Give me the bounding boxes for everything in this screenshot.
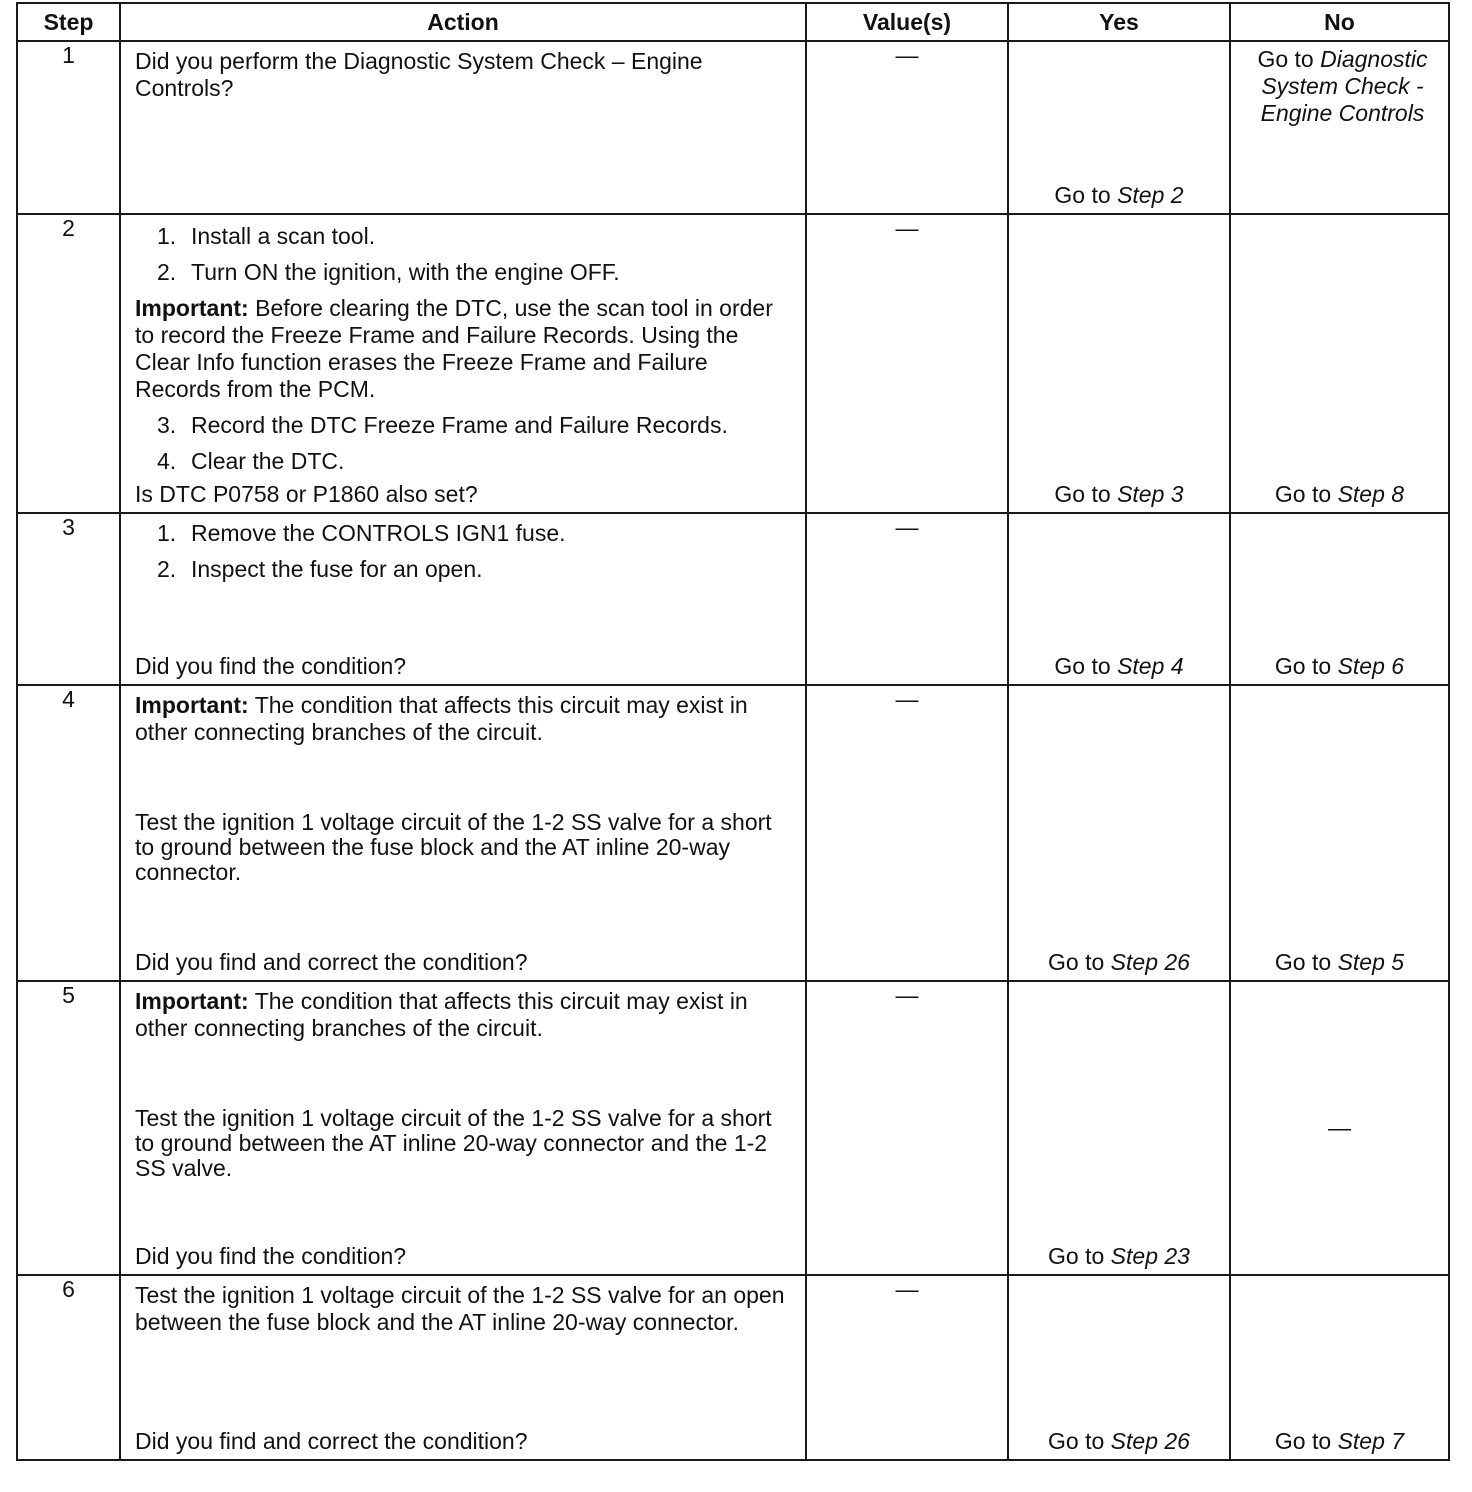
no-value: — <box>1328 1114 1351 1141</box>
yes-goto[interactable]: Go to Step 26 <box>1048 949 1190 975</box>
header-step: Step <box>17 3 120 41</box>
table-row <box>17 513 1449 685</box>
yes-cell <box>1008 214 1230 513</box>
step-number: 3 <box>17 513 120 685</box>
table-row <box>17 41 1449 214</box>
list-item: 2. Inspect the fuse for an open. <box>157 556 483 582</box>
header-action: Action <box>120 3 806 41</box>
step-number: 6 <box>17 1275 120 1460</box>
important-note: Important: Before clearing the DTC, use the scan tool in order to record the Freeze Frame and Failure Records. Using the Clear Info function erases the Freeze Frame and Failure Records from the PCM. <box>135 295 773 402</box>
no-cell <box>1230 981 1449 1275</box>
no-goto[interactable]: Go to Diagnostic System Check - Engine Controls <box>1257 46 1428 126</box>
table-row <box>17 981 1449 1275</box>
value-cell: — <box>806 981 1008 1275</box>
no-goto[interactable]: Go to Step 7 <box>1274 1428 1405 1454</box>
question-text: Is DTC P0758 or P1860 also set? <box>135 481 478 507</box>
no-cell <box>1230 1275 1449 1460</box>
yes-goto[interactable]: Go to Step 3 <box>1054 481 1184 507</box>
list-item: 2. Turn ON the ignition, with the engine OFF. <box>157 259 620 285</box>
table-row <box>17 214 1449 513</box>
yes-cell <box>1008 1275 1230 1460</box>
list-item: 1. Remove the CONTROLS IGN1 fuse. <box>157 520 566 546</box>
action-cell <box>120 41 806 214</box>
step-number: 5 <box>17 981 120 1275</box>
action-cell <box>120 981 806 1275</box>
header-row <box>17 3 1449 41</box>
table-row <box>17 685 1449 981</box>
yes-cell <box>1008 685 1230 981</box>
step-number: 2 <box>17 214 120 513</box>
value-cell: — <box>806 1275 1008 1460</box>
header-yes: Yes <box>1008 3 1230 41</box>
action-cell <box>120 685 806 981</box>
list-item: 3. Record the DTC Freeze Frame and Failure Records. <box>157 412 728 438</box>
list-item: 1. Install a scan tool. <box>157 223 376 249</box>
yes-cell <box>1008 981 1230 1275</box>
yes-goto[interactable]: Go to Step 23 <box>1048 1243 1190 1269</box>
no-cell <box>1230 513 1449 685</box>
test-instruction: Test the ignition 1 voltage circuit of the 1-2 SS valve for a short to ground between the AT inline 20-way connector and the 1-2 SS valve. <box>135 1105 772 1181</box>
no-cell <box>1230 685 1449 981</box>
value-cell: — <box>806 513 1008 685</box>
yes-goto[interactable]: Go to Step 26 <box>1048 1428 1190 1454</box>
important-note: Important: The condition that affects this circuit may exist in other connecting branches of the circuit. <box>135 988 748 1041</box>
question-text: Did you find the condition? <box>135 1243 407 1269</box>
yes-goto[interactable]: Go to Step 4 <box>1054 653 1184 679</box>
no-goto[interactable]: Go to Step 8 <box>1274 481 1405 507</box>
test-instruction: Test the ignition 1 voltage circuit of the 1-2 SS valve for a short to ground between the fuse block and the AT inline 20-way connector. <box>135 809 772 885</box>
table-row <box>17 1275 1449 1460</box>
question-text: Did you find the condition? <box>135 653 407 679</box>
action-cell <box>120 513 806 685</box>
question-text: Did you find and correct the condition? <box>135 949 528 975</box>
action-text: Did you perform the Diagnostic System Check – Engine Controls? <box>135 48 703 101</box>
yes-cell <box>1008 513 1230 685</box>
no-cell <box>1230 41 1449 214</box>
no-goto[interactable]: Go to Step 5 <box>1274 949 1405 975</box>
yes-goto[interactable]: Go to Step 2 <box>1054 182 1184 208</box>
step-number: 4 <box>17 685 120 981</box>
yes-cell <box>1008 41 1230 214</box>
action-cell <box>120 1275 806 1460</box>
diagnostic-table <box>16 2 1450 1461</box>
value-cell: — <box>806 685 1008 981</box>
header-values: Value(s) <box>806 3 1008 41</box>
question-text: Did you find and correct the condition? <box>135 1428 528 1454</box>
value-cell: — <box>806 214 1008 513</box>
no-cell <box>1230 214 1449 513</box>
value-cell: — <box>806 41 1008 214</box>
step-number: 1 <box>17 41 120 214</box>
action-cell <box>120 214 806 513</box>
test-instruction: Test the ignition 1 voltage circuit of the 1-2 SS valve for an open between the fuse block and the AT inline 20-way connector. <box>135 1282 785 1335</box>
important-note: Important: The condition that affects this circuit may exist in other connecting branches of the circuit. <box>135 692 748 745</box>
list-item: 4. Clear the DTC. <box>157 448 345 474</box>
no-goto[interactable]: Go to Step 6 <box>1274 653 1405 679</box>
header-no: No <box>1230 3 1449 41</box>
